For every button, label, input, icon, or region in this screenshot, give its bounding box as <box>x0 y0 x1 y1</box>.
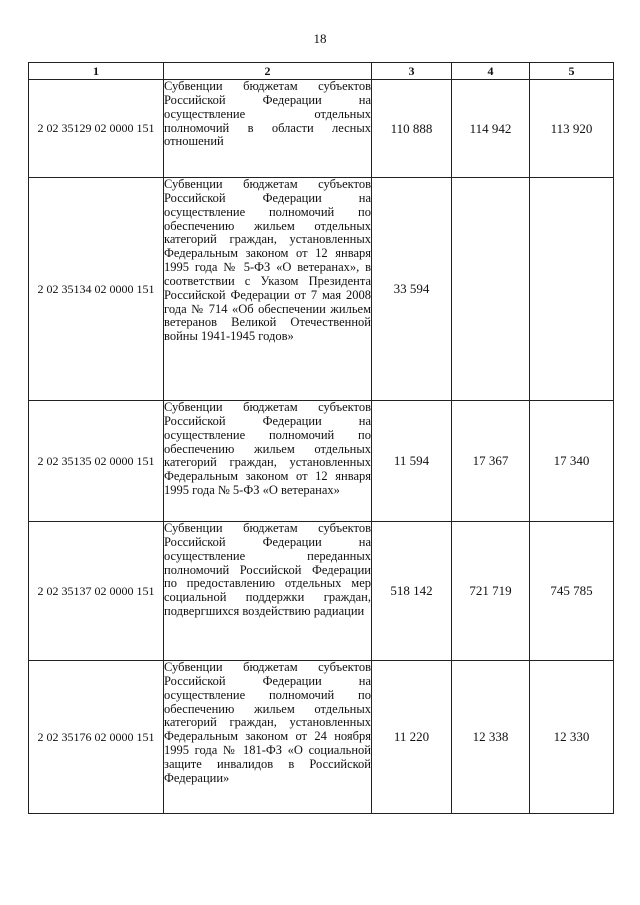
amount-col5-cell: 17 340 <box>530 401 614 522</box>
amount-col3-cell: 110 888 <box>372 80 452 178</box>
amount-col4-cell: 12 338 <box>452 661 530 814</box>
subvention-name-cell <box>164 401 372 522</box>
subvention-name-cell <box>164 522 372 661</box>
table-row <box>29 661 614 814</box>
amount-col5-cell: 113 920 <box>530 80 614 178</box>
table-header-row <box>29 63 614 80</box>
budget-code-cell: 2 02 35135 02 0000 151 <box>29 401 164 522</box>
page-number: 18 <box>313 31 327 46</box>
amount-col3-cell: 518 142 <box>372 522 452 661</box>
amount-col4-cell: 17 367 <box>452 401 530 522</box>
amount-col3-cell: 11 594 <box>372 401 452 522</box>
budget-code-cell: 2 02 35176 02 0000 151 <box>29 661 164 814</box>
budget-table <box>28 62 614 814</box>
subvention-name-text: Субвенции бюджетам субъектов Российской Федерации на осуществление полномочий по обеспечению жильем отдельных категорий граждан, установленных Федеральным законом от 12 января 1995 года № 5-ФЗ «О ветеранах», в соответствии с Указом Президента Российской Федерации от 7 мая 2008 года № 714 «Об обеспечении жильем ветеранов Великой Отечественной войны 1941-1945 годов» <box>164 177 371 344</box>
amount-col4-cell <box>452 178 530 401</box>
amount-col5-cell: 745 785 <box>530 522 614 661</box>
budget-code-cell: 2 02 35137 02 0000 151 <box>29 522 164 661</box>
column-header-5: 5 <box>530 63 614 80</box>
column-header-2: 2 <box>164 63 372 80</box>
budget-code-cell: 2 02 35134 02 0000 151 <box>29 178 164 401</box>
amount-col3-cell: 11 220 <box>372 661 452 814</box>
table-row <box>29 401 614 522</box>
subvention-name-cell <box>164 80 372 178</box>
column-header-4: 4 <box>452 63 530 80</box>
amount-col5-cell <box>530 178 614 401</box>
amount-col3-cell: 33 594 <box>372 178 452 401</box>
subvention-name-cell <box>164 178 372 401</box>
subvention-name-text: Субвенции бюджетам субъектов Российской Федерации на осуществление переданных полномочий Российской Федерации по предоставлению отдельных мер социальной поддержки граждан, подвергшихся воздействию радиации <box>164 521 371 619</box>
table-row <box>29 522 614 661</box>
amount-col5-cell: 12 330 <box>530 661 614 814</box>
subvention-name-text: Субвенции бюджетам субъектов Российской Федерации на осуществление полномочий по обеспечению жильем отдельных категорий граждан, установленных Федеральным законом от 12 января 1995 года № 5-ФЗ «О ветеранах» <box>164 400 371 498</box>
subvention-name-cell <box>164 661 372 814</box>
column-header-3: 3 <box>372 63 452 80</box>
budget-code-cell: 2 02 35129 02 0000 151 <box>29 80 164 178</box>
amount-col4-cell: 721 719 <box>452 522 530 661</box>
subvention-name-text: Субвенции бюджетам субъектов Российской Федерации на осуществление отдельных полномочий в области лесных отношений <box>164 79 371 149</box>
amount-col4-cell: 114 942 <box>452 80 530 178</box>
table-row <box>29 80 614 178</box>
table-row <box>29 178 614 401</box>
column-header-1: 1 <box>29 63 164 80</box>
subvention-name-text: Субвенции бюджетам субъектов Российской Федерации на осуществление полномочий по обеспечению жильем отдельных категорий граждан, установленных Федеральным законом от 24 ноября 1995 года № 181-ФЗ «О социальной защите инвалидов в Российской Федерации» <box>164 660 371 785</box>
